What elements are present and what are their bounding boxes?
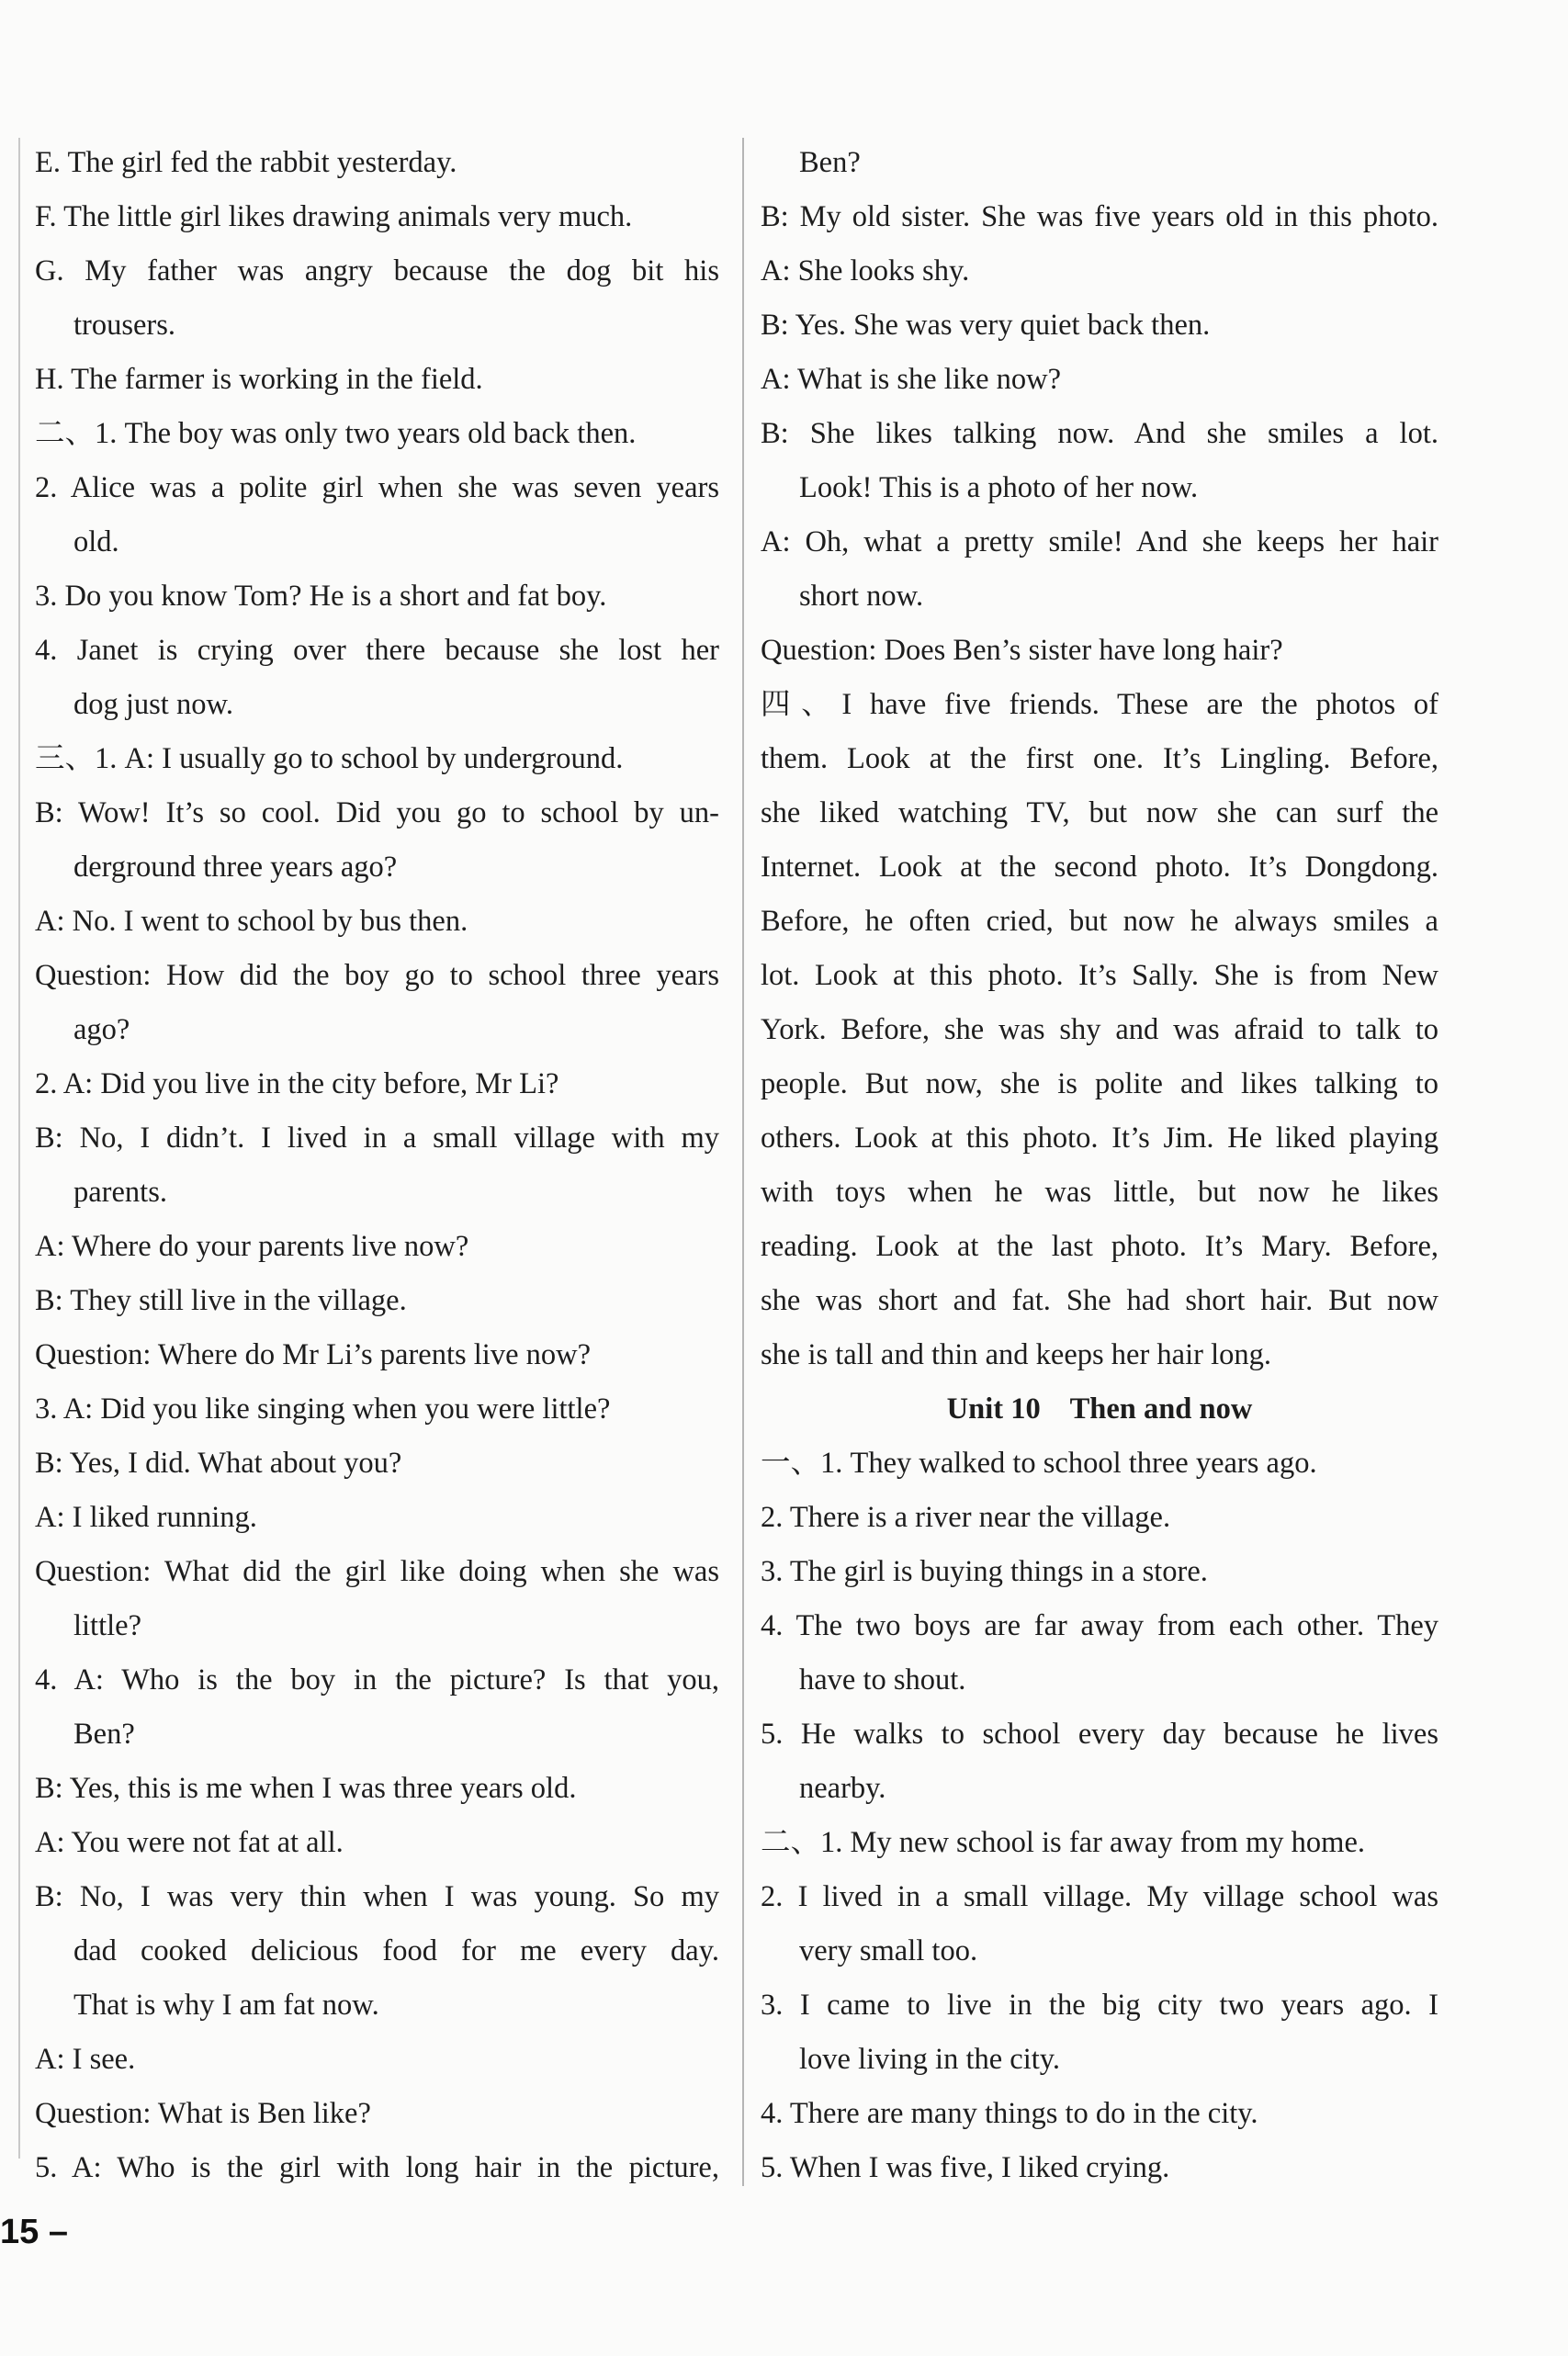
text-line: 四、I have five friends. These are the photos of — [761, 688, 1438, 721]
text-line: B: My old sister. She was five years old in this photo. — [761, 200, 1438, 233]
text-line: little? — [73, 1609, 141, 1642]
text-line: Question: Where do Mr Li’s parents live now? — [35, 1338, 592, 1371]
text-line: 4. There are many things to do in the city. — [761, 2097, 1258, 2130]
text-line: B: Yes, this is me when I was three years old. — [35, 1772, 577, 1805]
text-line: people. But now, she is polite and likes talking to — [761, 1067, 1438, 1100]
text-line: Ben? — [73, 1718, 135, 1751]
text-line: Question: Does Ben’s sister have long hair? — [761, 634, 1283, 667]
text-line: That is why I am fat now. — [73, 1989, 379, 2022]
text-line: H. The farmer is working in the field. — [35, 363, 483, 396]
text-line: very small too. — [799, 1934, 978, 1967]
text-line: Look! This is a photo of her now. — [799, 471, 1199, 504]
text-line: A: You were not fat at all. — [35, 1826, 344, 1859]
text-line: she is tall and thin and keeps her hair long. — [761, 1338, 1271, 1371]
text-line: Ben? — [799, 146, 861, 179]
text-line: others. Look at this photo. It’s Jim. He liked playing — [761, 1122, 1438, 1155]
text-line: Question: What is Ben like? — [35, 2097, 371, 2130]
text-line: 三、1. A: I usually go to school by underground. — [35, 742, 624, 775]
text-line: 5. When I was five, I liked crying. — [761, 2151, 1170, 2184]
text-line: Before, he often cried, but now he always smiles a — [761, 905, 1438, 938]
text-line: trousers. — [73, 309, 176, 342]
text-line: lot. Look at this photo. It’s Sally. She is from New — [761, 959, 1438, 992]
text-line: love living in the city. — [799, 2043, 1061, 2076]
text-line: 4. The two boys are far away from each other. They — [761, 1609, 1438, 1642]
text-line: 5. He walks to school every day because he lives — [761, 1718, 1438, 1751]
text-line: 2. A: Did you live in the city before, Mr Li? — [35, 1067, 559, 1100]
text-line: old. — [73, 525, 119, 558]
text-line: F. The little girl likes drawing animals very much. — [35, 200, 633, 233]
text-line: B: She likes talking now. And she smiles a lot. — [761, 417, 1438, 450]
left-column — [35, 136, 719, 2195]
text-line: she was short and fat. She had short hair. But now — [761, 1284, 1438, 1317]
text-line: 4. Janet is crying over there because she lost her — [35, 634, 719, 667]
text-line: 3. I came to live in the big city two years ago. I — [761, 1989, 1438, 2022]
text-line: A: Where do your parents live now? — [35, 1230, 469, 1263]
right-column — [761, 136, 1438, 2195]
text-line: 2. There is a river near the village. — [761, 1501, 1171, 1534]
text-line: B: Yes. She was very quiet back then. — [761, 309, 1211, 342]
text-line: 一、1. They walked to school three years ago. — [761, 1447, 1317, 1480]
text-line: ago? — [73, 1013, 130, 1046]
text-line: nearby. — [799, 1772, 886, 1805]
text-line: parents. — [73, 1176, 167, 1209]
column-divider — [742, 138, 744, 2186]
text-line: them. Look at the first one. It’s Lingling. Before, — [761, 742, 1438, 775]
text-line: 3. Do you know Tom? He is a short and fat boy. — [35, 580, 607, 613]
text-line: reading. Look at the last photo. It’s Mary. Before, — [761, 1230, 1438, 1263]
text-line: A: No. I went to school by bus then. — [35, 905, 468, 938]
text-line: 3. A: Did you like singing when you were little? — [35, 1392, 611, 1426]
text-line: short now. — [799, 580, 924, 613]
text-line: derground three years ago? — [73, 851, 398, 884]
page-number: 15 – — [0, 2213, 68, 2251]
text-line: A: What is she like now? — [761, 363, 1062, 396]
text-line: E. The girl fed the rabbit yesterday. — [35, 146, 457, 179]
text-line: A: Oh, what a pretty smile! And she keeps her hair — [761, 525, 1438, 558]
text-line: 2. Alice was a polite girl when she was seven years — [35, 471, 719, 504]
text-line: with toys when he was little, but now he likes — [761, 1176, 1438, 1209]
text-line: Internet. Look at the second photo. It’s Dongdong. — [761, 851, 1438, 884]
text-line: Question: How did the boy go to school three years — [35, 959, 719, 992]
text-line: B: They still live in the village. — [35, 1284, 407, 1317]
text-line: A: I liked running. — [35, 1501, 257, 1534]
text-line: Question: What did the girl like doing when she was — [35, 1555, 719, 1588]
text-line: 2. I lived in a small village. My village school was — [761, 1880, 1438, 1913]
text-line: 4. A: Who is the boy in the picture? Is that you, — [35, 1663, 719, 1697]
text-line: G. My father was angry because the dog bit his — [35, 254, 719, 287]
text-line: dog just now. — [73, 688, 233, 721]
text-line: 5. A: Who is the girl with long hair in the picture, — [35, 2151, 719, 2184]
text-line: 3. The girl is buying things in a store. — [761, 1555, 1208, 1588]
text-line: B: Yes, I did. What about you? — [35, 1447, 402, 1480]
section-heading: Unit 10 Then and now — [946, 1392, 1253, 1426]
text-line: York. Before, she was shy and was afraid to talk to — [761, 1013, 1438, 1046]
text-line: A: I see. — [35, 2043, 136, 2076]
text-line: B: No, I was very thin when I was young. So my — [35, 1880, 719, 1913]
text-line: 二、1. The boy was only two years old back then. — [35, 417, 637, 450]
text-line: B: No, I didn’t. I lived in a small village with my — [35, 1122, 719, 1155]
text-line: A: She looks shy. — [761, 254, 970, 287]
left-margin-line — [18, 138, 20, 2159]
text-line: dad cooked delicious food for me every day. — [73, 1934, 719, 1967]
text-line: she liked watching TV, but now she can surf the — [761, 796, 1438, 829]
text-line: 二、1. My new school is far away from my home. — [761, 1826, 1365, 1859]
text-line: have to shout. — [799, 1663, 966, 1697]
text-line: B: Wow! It’s so cool. Did you go to school by un- — [35, 796, 719, 829]
